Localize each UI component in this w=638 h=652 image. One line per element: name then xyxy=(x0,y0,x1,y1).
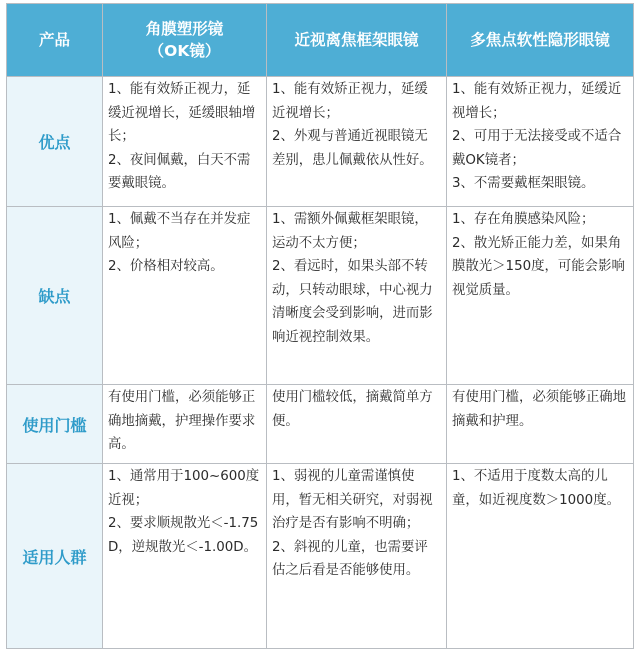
comparison-table xyxy=(6,3,634,649)
cell-ok-lens xyxy=(103,464,267,649)
cell-ok-lens xyxy=(103,207,267,385)
row-advantages xyxy=(7,77,634,207)
cell-line: 2、夜间佩戴，白天不需要戴眼镜。 xyxy=(108,152,251,191)
cell-line: 有使用门槛，必须能够正确地摘戴，护理操作要求高。 xyxy=(108,390,256,452)
header-ok-lens-line1: 角膜塑形镜 xyxy=(145,20,224,38)
row-suitable-population xyxy=(7,464,634,649)
cell-line: 2、斜视的儿童，也需要评估之后看是否能够使用。 xyxy=(272,539,428,578)
header-row xyxy=(7,4,634,77)
cell-line: 使用门槛较低，摘戴简单方便。 xyxy=(272,390,433,429)
cell-line: 2、外观与普通近视眼镜无差别，患儿佩戴依从性好。 xyxy=(272,129,433,168)
cell-line: 1、佩戴不当存在并发症风险； xyxy=(108,212,251,251)
row-label: 优点 xyxy=(7,77,103,207)
row-label: 缺点 xyxy=(7,207,103,385)
cell-line: 2、散光矫正能力差，如果角膜散光＞150度，可能会影响视觉质量。 xyxy=(452,235,625,298)
cell-line: 3、不需要戴框架眼镜。 xyxy=(452,176,595,191)
cell-line: 1、通常用于100~600度近视； xyxy=(108,469,260,508)
cell-line: 1、能有效矫正视力，延缓近视增长； xyxy=(452,82,622,121)
header-ok-lens-line2: （OK镜） xyxy=(148,42,221,60)
cell-line: 1、需额外佩戴框架眼镜，运动不太方便； xyxy=(272,212,428,251)
header-defocus-glasses: 近视离焦框架眼镜 xyxy=(267,4,447,77)
cell-defocus-glasses xyxy=(267,207,447,385)
cell-defocus-glasses xyxy=(267,385,447,464)
row-label: 使用门槛 xyxy=(7,385,103,464)
cell-line: 2、看远时，如果头部不转动，只转动眼球，中心视力清晰度会受到影响，进而影响近视控制效果。 xyxy=(272,259,433,345)
cell-ok-lens xyxy=(103,77,267,207)
cell-line: 2、可用于无法接受或不适合戴OK镜者； xyxy=(452,129,622,168)
cell-line: 2、要求顺规散光＜-1.75D，逆规散光＜-1.00D。 xyxy=(108,516,259,555)
row-disadvantages xyxy=(7,207,634,385)
cell-line: 1、存在角膜感染风险； xyxy=(452,212,595,227)
row-label: 适用人群 xyxy=(7,464,103,649)
cell-line: 1、弱视的儿童需谨慎使用，暂无相关研究，对弱视治疗是否有影响不明确； xyxy=(272,469,433,531)
cell-multifocal-soft-lens xyxy=(447,464,634,649)
cell-multifocal-soft-lens xyxy=(447,77,634,207)
cell-line: 2、价格相对较高。 xyxy=(108,259,224,274)
header-product: 产品 xyxy=(7,4,103,77)
header-ok-lens xyxy=(103,4,267,77)
cell-line: 有使用门槛，必须能够正确地摘戴和护理。 xyxy=(452,390,627,429)
cell-ok-lens xyxy=(103,385,267,464)
cell-multifocal-soft-lens xyxy=(447,385,634,464)
header-multifocal-soft-lens: 多焦点软性隐形眼镜 xyxy=(447,4,634,77)
row-usage-threshold xyxy=(7,385,634,464)
cell-line: 1、能有效矫正视力，延缓近视增长； xyxy=(272,82,428,121)
cell-defocus-glasses xyxy=(267,464,447,649)
cell-line: 1、能有效矫正视力，延缓近视增长，延缓眼轴增长； xyxy=(108,82,256,144)
cell-line: 1、不适用于度数太高的儿童，如近视度数＞1000度。 xyxy=(452,469,620,508)
cell-defocus-glasses xyxy=(267,77,447,207)
cell-multifocal-soft-lens xyxy=(447,207,634,385)
